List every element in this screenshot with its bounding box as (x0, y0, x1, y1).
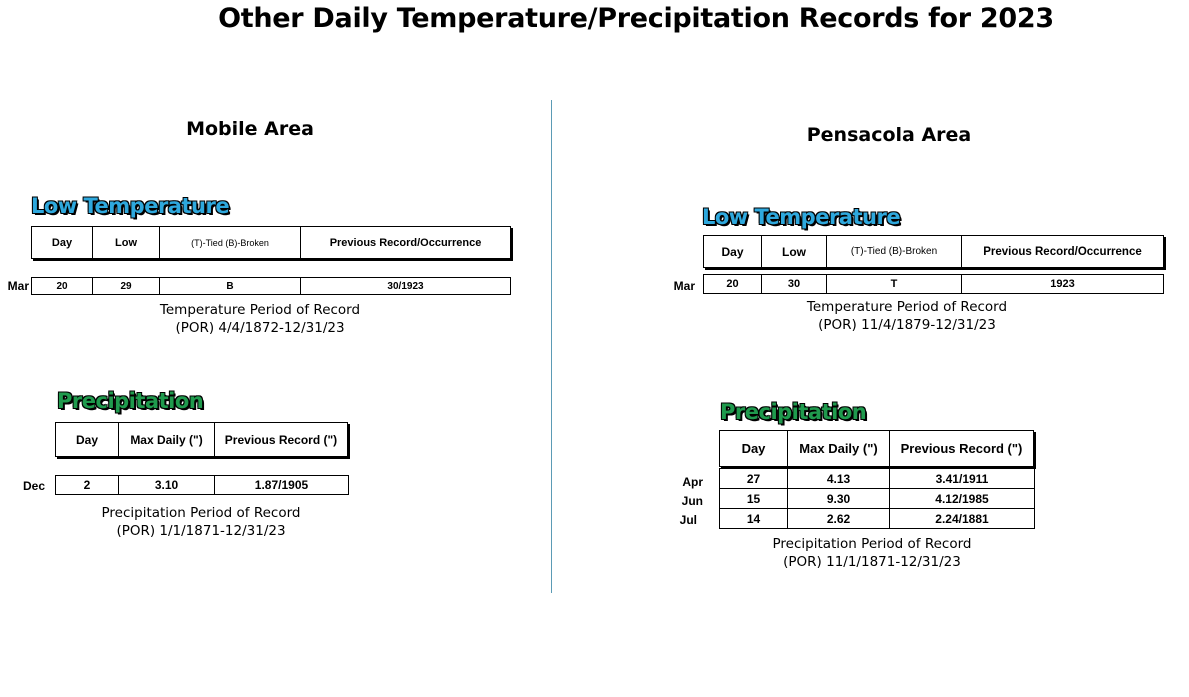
table-row (720, 489, 1035, 509)
pensacola-precip-label: Precipitation (720, 400, 867, 424)
table-row (32, 278, 511, 295)
cell-max-daily: 2.62 (788, 509, 890, 529)
mobile-temp-por (110, 301, 410, 337)
pensacola-temp-por (757, 298, 1057, 334)
header-tied-broken: (T)-Tied (B)-Broken (160, 227, 301, 259)
header-low: Low (93, 227, 160, 259)
cell-previous-record: 2.24/1881 (890, 509, 1035, 529)
header-day: Day (704, 236, 762, 268)
row-month: Dec (22, 479, 45, 493)
table-row (720, 509, 1035, 529)
por-range: (POR) 4/4/1872-12/31/23 (175, 320, 345, 336)
mobile-precip-table (55, 475, 349, 495)
cell-low: 30 (762, 275, 827, 294)
mobile-area-title: Mobile Area (186, 118, 314, 140)
mobile-low-temp-header (31, 226, 511, 259)
header-previous-record: Previous Record (") (215, 423, 348, 457)
cell-day: 15 (720, 489, 788, 509)
row-month: Jul (679, 513, 697, 527)
por-range: (POR) 1/1/1871-12/31/23 (116, 523, 286, 539)
row-month: Mar (673, 279, 695, 293)
cell-day: 14 (720, 509, 788, 529)
header-max-daily: Max Daily (") (119, 423, 215, 457)
pensacola-precip-table (719, 468, 1035, 529)
header-day: Day (56, 423, 119, 457)
pensacola-area-title: Pensacola Area (806, 124, 972, 146)
mobile-low-temp-label: Low Temperature (31, 194, 230, 218)
table-row (704, 275, 1164, 294)
header-previous-record: Previous Record/Occurrence (962, 236, 1164, 268)
mobile-precip-por (51, 504, 351, 540)
cell-previous-record: 30/1923 (301, 278, 511, 295)
pensacola-precip-header (719, 430, 1034, 467)
pensacola-low-temp-header (703, 235, 1164, 268)
center-divider (551, 100, 552, 593)
cell-day: 27 (720, 469, 788, 489)
cell-day: 2 (56, 476, 119, 495)
header-tied-broken: (T)-Tied (B)-Broken (827, 236, 962, 268)
pensacola-low-temp-label: Low Temperature (702, 205, 901, 229)
pensacola-low-temp-table (703, 274, 1164, 294)
cell-tied-broken: B (160, 278, 301, 295)
row-month: Apr (682, 475, 703, 489)
header-previous-record: Previous Record (") (890, 431, 1034, 467)
header-previous-record: Previous Record/Occurrence (301, 227, 511, 259)
cell-max-daily: 9.30 (788, 489, 890, 509)
pensacola-precip-por (722, 535, 1022, 571)
table-row (720, 469, 1035, 489)
cell-max-daily: 3.10 (119, 476, 215, 495)
header-max-daily: Max Daily (") (788, 431, 890, 467)
por-range: (POR) 11/1/1871-12/31/23 (783, 554, 961, 570)
cell-previous-record: 1923 (962, 275, 1164, 294)
row-month: Mar (7, 279, 29, 293)
cell-previous-record: 4.12/1985 (890, 489, 1035, 509)
cell-day: 20 (704, 275, 762, 294)
por-label: Precipitation Period of Record (101, 505, 301, 521)
cell-day: 20 (32, 278, 93, 295)
cell-previous-record: 3.41/1911 (890, 469, 1035, 489)
row-month: Jun (681, 494, 703, 508)
por-label: Temperature Period of Record (159, 302, 361, 318)
por-range: (POR) 11/4/1879-12/31/23 (818, 317, 996, 333)
page-title: Other Daily Temperature/Precipitation Records for 2023 (218, 3, 1054, 34)
cell-tied-broken: T (827, 275, 962, 294)
cell-previous-record: 1.87/1905 (215, 476, 349, 495)
mobile-precip-header (55, 422, 348, 457)
header-low: Low (762, 236, 827, 268)
mobile-low-temp-table (31, 277, 511, 295)
por-label: Precipitation Period of Record (772, 536, 972, 552)
cell-low: 29 (93, 278, 160, 295)
por-label: Temperature Period of Record (806, 299, 1008, 315)
header-day: Day (32, 227, 93, 259)
header-day: Day (720, 431, 788, 467)
table-row (56, 476, 349, 495)
mobile-precip-label: Precipitation (57, 389, 204, 413)
cell-max-daily: 4.13 (788, 469, 890, 489)
